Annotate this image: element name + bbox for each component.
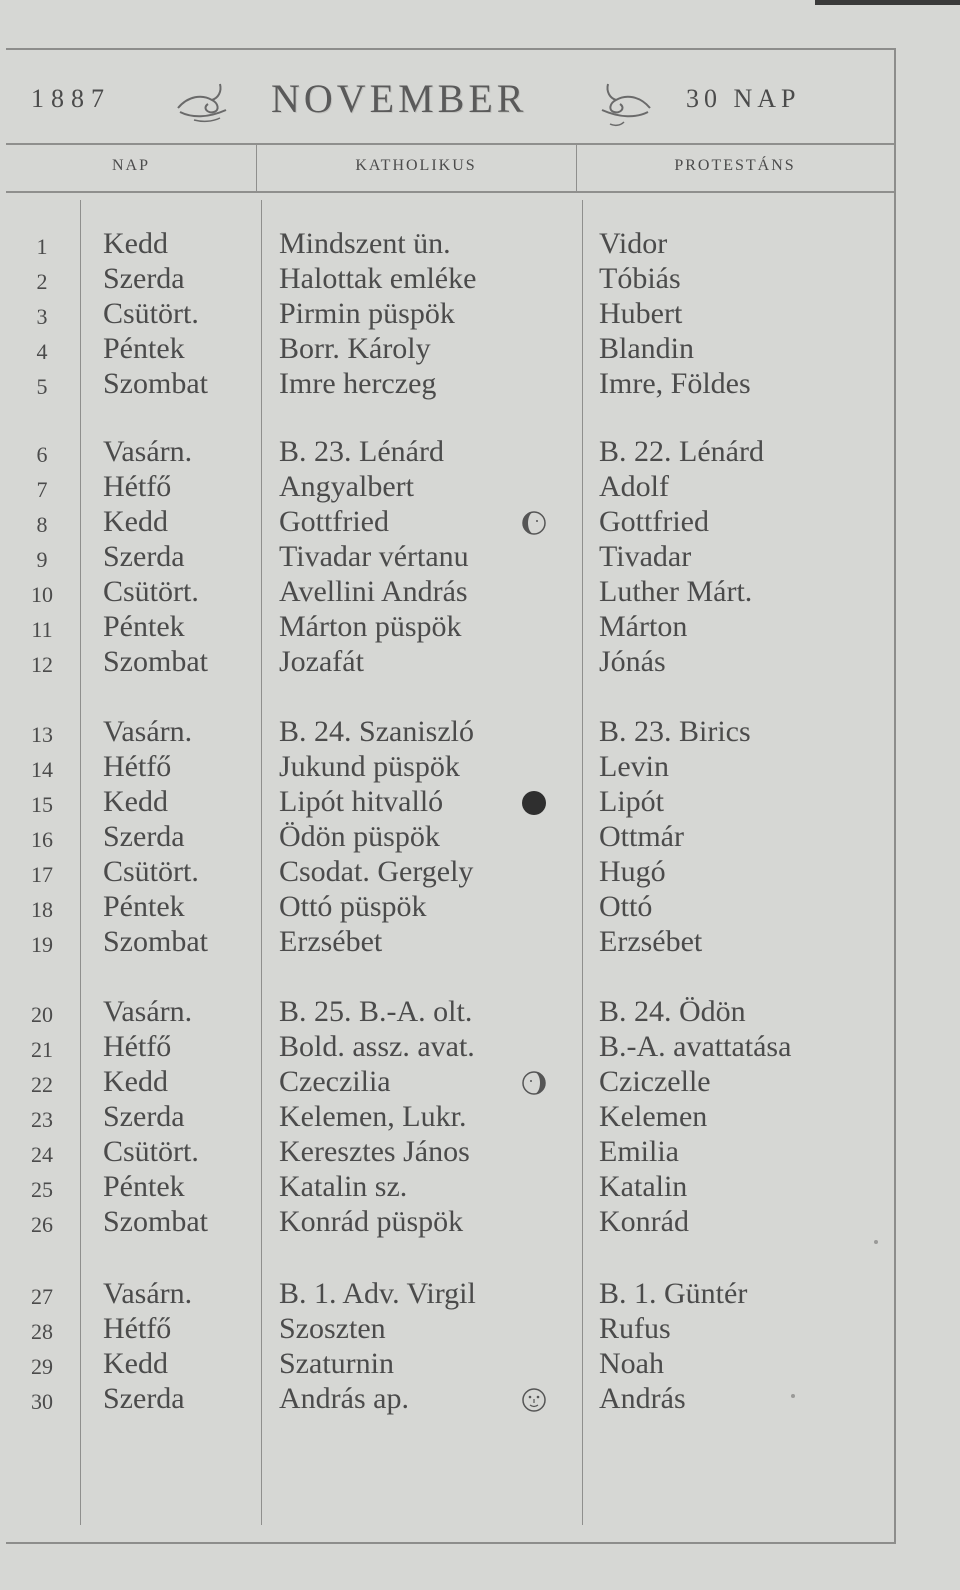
- catholic-feast: Kelemen, Lukr.: [279, 1100, 467, 1133]
- table-row: [6, 1312, 894, 1347]
- date-number: 23: [31, 1107, 53, 1132]
- weekday: Vasárn.: [103, 1277, 193, 1310]
- new-moon-icon: [519, 788, 549, 818]
- week-group: [6, 715, 894, 960]
- date-number: 25: [31, 1177, 53, 1202]
- days-count-label: 30 NAP: [686, 84, 801, 113]
- weekday: Kedd: [103, 1065, 168, 1098]
- weekday: Hétfő: [103, 1312, 172, 1345]
- date-number: 1: [36, 234, 48, 259]
- catholic-feast: Konrád püspök: [279, 1205, 464, 1238]
- date-number: 2: [36, 269, 48, 294]
- table-row: [6, 367, 894, 402]
- protestant-name: Hubert: [599, 297, 683, 330]
- catholic-feast: Lipót hitvalló: [279, 785, 444, 818]
- catholic-feast: Ottó püspök: [279, 890, 427, 923]
- date-number: 11: [31, 617, 53, 642]
- left-flourish-icon: [168, 72, 238, 130]
- protestant-name: Ottó: [599, 890, 653, 923]
- table-row: [6, 1277, 894, 1312]
- table-row: [6, 1135, 894, 1170]
- table-row: [6, 645, 894, 680]
- protestant-name: Konrád: [599, 1205, 689, 1238]
- weekday: Szombat: [103, 925, 208, 958]
- weekday: Szerda: [103, 1382, 185, 1415]
- weekday: Szerda: [103, 262, 185, 295]
- catholic-feast: Mindszent ün.: [279, 227, 451, 260]
- table-row: [6, 820, 894, 855]
- catholic-feast: Imre herczeg: [279, 367, 437, 400]
- catholic-feast: Czeczilia: [279, 1065, 391, 1098]
- paper-speck: [791, 1394, 795, 1398]
- weekday: Hétfő: [103, 470, 172, 503]
- catholic-feast: Ödön püspök: [279, 820, 440, 853]
- table-row: [6, 610, 894, 645]
- weekday: Csütört.: [103, 855, 199, 888]
- first-quarter-moon-icon: [519, 1068, 549, 1098]
- date-number: 3: [36, 304, 48, 329]
- catholic-feast: András ap.: [279, 1382, 409, 1415]
- weekday: Csütört.: [103, 1135, 199, 1168]
- catholic-feast: Tivadar vértanu: [279, 540, 469, 573]
- table-row: [6, 1382, 894, 1417]
- top-edge-rule: [815, 0, 960, 5]
- protestant-name: Gottfried: [599, 505, 709, 538]
- weekday: Hétfő: [103, 1030, 172, 1063]
- protestant-column-header: PROTESTÁNS: [674, 157, 796, 174]
- catholic-feast: Jukund püspök: [279, 750, 460, 783]
- catholic-column-header: KATHOLIKUS: [355, 157, 477, 174]
- date-number: 5: [36, 374, 48, 399]
- table-row: [6, 1030, 894, 1065]
- protestant-name: B. 1. Güntér: [599, 1277, 748, 1310]
- header-divider: [576, 145, 577, 191]
- date-number: 14: [31, 757, 53, 782]
- table-row: [6, 435, 894, 470]
- date-number: 9: [36, 547, 48, 572]
- protestant-name: B. 22. Lénárd: [599, 435, 764, 468]
- table-row: [6, 227, 894, 262]
- table-row: [6, 1065, 894, 1100]
- weekday: Szombat: [103, 367, 208, 400]
- date-number: 29: [31, 1354, 53, 1379]
- weekday: Csütört.: [103, 297, 199, 330]
- protestant-name: B. 24. Ödön: [599, 995, 746, 1028]
- table-row: [6, 785, 894, 820]
- protestant-name: Erzsébet: [599, 925, 703, 958]
- catholic-feast: Pirmin püspök: [279, 297, 455, 330]
- weekday: Vasárn.: [103, 995, 193, 1028]
- catholic-feast: Jozafát: [279, 645, 364, 678]
- table-row: [6, 995, 894, 1030]
- table-row: [6, 575, 894, 610]
- table-row: [6, 925, 894, 960]
- table-row: [6, 505, 894, 540]
- table-row: [6, 855, 894, 890]
- year-label: 1887: [31, 84, 111, 113]
- last-quarter-moon-icon: [519, 508, 549, 538]
- protestant-name: Katalin: [599, 1170, 688, 1203]
- protestant-name: Hugó: [599, 855, 666, 888]
- full-moon-icon: [519, 1385, 549, 1415]
- protestant-name: András: [599, 1382, 686, 1415]
- weekday: Szerda: [103, 540, 185, 573]
- catholic-feast: B. 24. Szaniszló: [279, 715, 474, 748]
- calendar-table: [6, 200, 894, 1500]
- table-row: [6, 1205, 894, 1240]
- protestant-name: Luther Márt.: [599, 575, 753, 608]
- catholic-feast: Keresztes János: [279, 1135, 470, 1168]
- protestant-name: Rufus: [599, 1312, 671, 1345]
- catholic-feast: Angyalbert: [279, 470, 414, 503]
- weekday: Szerda: [103, 820, 185, 853]
- protestant-name: Vidor: [599, 227, 668, 260]
- protestant-name: Cziczelle: [599, 1065, 711, 1098]
- weekday: Kedd: [103, 227, 168, 260]
- right-flourish-icon: [590, 72, 660, 130]
- table-row: [6, 332, 894, 367]
- catholic-feast: Szaturnin: [279, 1347, 394, 1380]
- table-row: [6, 750, 894, 785]
- protestant-name: Lipót: [599, 785, 664, 818]
- month-title: NOVEMBER: [271, 76, 528, 121]
- week-group: [6, 1277, 894, 1417]
- date-number: 15: [31, 792, 53, 817]
- date-number: 6: [36, 442, 48, 467]
- catholic-feast: Katalin sz.: [279, 1170, 408, 1203]
- date-number: 24: [31, 1142, 53, 1167]
- date-number: 17: [31, 862, 53, 887]
- table-row: [6, 470, 894, 505]
- paper-speck: [874, 1240, 878, 1244]
- catholic-feast: Márton püspök: [279, 610, 462, 643]
- weekday: Vasárn.: [103, 715, 193, 748]
- weekday: Vasárn.: [103, 435, 193, 468]
- protestant-name: Tivadar: [599, 540, 692, 573]
- protestant-name: Levin: [599, 750, 669, 783]
- calendar-title-row: [6, 62, 894, 144]
- date-number: 10: [31, 582, 53, 607]
- catholic-feast: B. 23. Lénárd: [279, 435, 444, 468]
- protestant-name: Márton: [599, 610, 688, 643]
- weekday: Hétfő: [103, 750, 172, 783]
- date-number: 28: [31, 1319, 53, 1344]
- protestant-name: Blandin: [599, 332, 694, 365]
- date-number: 18: [31, 897, 53, 922]
- protestant-name: Emilia: [599, 1135, 679, 1168]
- protestant-name: Noah: [599, 1347, 664, 1380]
- protestant-name: Jónás: [599, 645, 666, 678]
- protestant-name: B. 23. Birics: [599, 715, 751, 748]
- day-column-header: NAP: [111, 157, 150, 174]
- table-row: [6, 890, 894, 925]
- date-number: 26: [31, 1212, 53, 1237]
- protestant-name: Imre, Földes: [599, 367, 751, 400]
- protestant-name: Ottmár: [599, 820, 684, 853]
- date-number: 27: [31, 1284, 53, 1309]
- protestant-name: Adolf: [599, 470, 669, 503]
- table-row: [6, 715, 894, 750]
- catholic-feast: Csodat. Gergely: [279, 855, 474, 888]
- header-divider: [256, 145, 257, 191]
- catholic-feast: Avellini András: [279, 575, 468, 608]
- column-header-row: [6, 143, 894, 193]
- date-number: 20: [31, 1002, 53, 1027]
- date-number: 4: [36, 339, 48, 364]
- catholic-feast: Erzsébet: [279, 925, 383, 958]
- weekday: Kedd: [103, 785, 168, 818]
- table-row: [6, 297, 894, 332]
- date-number: 13: [31, 722, 53, 747]
- weekday: Csütört.: [103, 575, 199, 608]
- table-row: [6, 1347, 894, 1382]
- week-group: [6, 435, 894, 680]
- weekday: Kedd: [103, 1347, 168, 1380]
- date-number: 21: [31, 1037, 53, 1062]
- date-number: 19: [31, 932, 53, 957]
- catholic-feast: Halottak emléke: [279, 262, 477, 295]
- weekday: Péntek: [103, 890, 185, 923]
- catholic-feast: Borr. Károly: [279, 332, 431, 365]
- date-number: 7: [36, 477, 48, 502]
- weekday: Szombat: [103, 645, 208, 678]
- weekday: Péntek: [103, 1170, 185, 1203]
- protestant-name: Tóbiás: [599, 262, 681, 295]
- date-number: 12: [31, 652, 53, 677]
- table-row: [6, 540, 894, 575]
- date-number: 30: [31, 1389, 53, 1414]
- date-number: 16: [31, 827, 53, 852]
- protestant-name: B.-A. avattatása: [599, 1030, 792, 1063]
- table-row: [6, 1170, 894, 1205]
- week-group: [6, 995, 894, 1240]
- date-number: 22: [31, 1072, 53, 1097]
- catholic-feast: B. 25. B.-A. olt.: [279, 995, 473, 1028]
- catholic-feast: Gottfried: [279, 505, 389, 538]
- date-number: 8: [36, 512, 48, 537]
- week-group: [6, 227, 894, 402]
- protestant-name: Kelemen: [599, 1100, 708, 1133]
- catholic-feast: B. 1. Adv. Virgil: [279, 1277, 476, 1310]
- weekday: Péntek: [103, 610, 185, 643]
- weekday: Szerda: [103, 1100, 185, 1133]
- weekday: Kedd: [103, 505, 168, 538]
- table-row: [6, 262, 894, 297]
- catholic-feast: Szoszten: [279, 1312, 386, 1345]
- table-row: [6, 1100, 894, 1135]
- weekday: Szombat: [103, 1205, 208, 1238]
- weekday: Péntek: [103, 332, 185, 365]
- catholic-feast: Bold. assz. avat.: [279, 1030, 475, 1063]
